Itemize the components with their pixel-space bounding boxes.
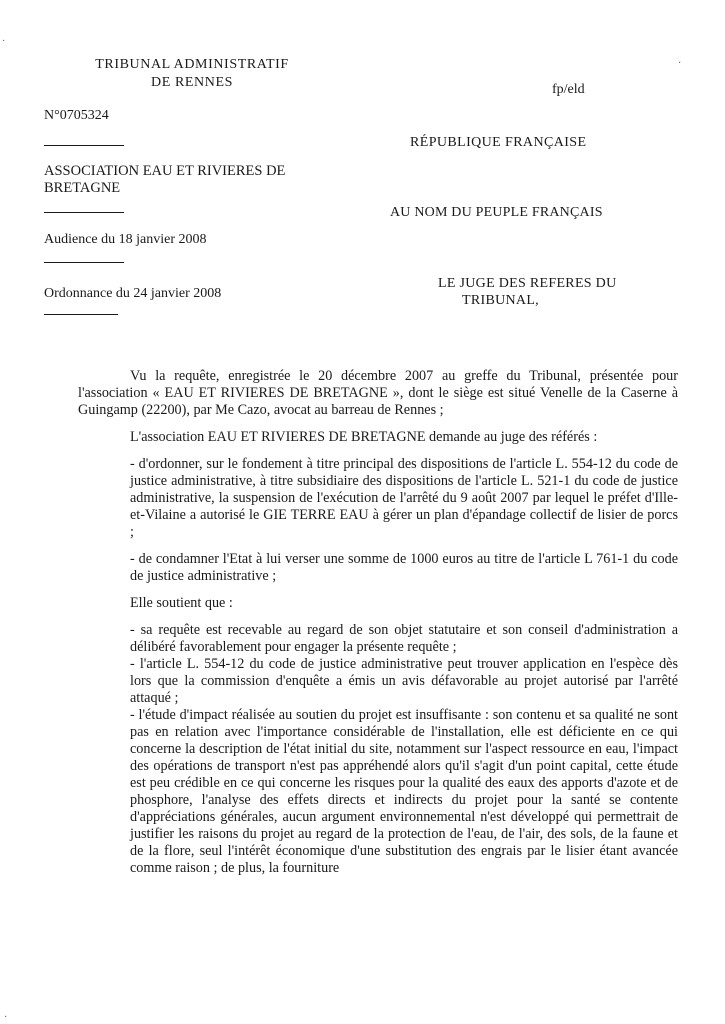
court-name-line2: DE RENNES (150, 75, 233, 90)
paragraph-etude-impact: - l'étude d'impact réalisée au soutien du projet est insuffisante : son contenu et sa qualité ne sont pas en relation avec l'importance considérable de l'installation, elle est déficiente en ce qui concerne la description de l'état initial du site, notamment sur l'aspect ressource en eau, l'impact des opérations de transport n'est pas appréhendé alors qu'il s'agit d'un point capital, cette étude est peu crédible en ce qui concerne les risques pour la qualité des eaux des apports d'azote et de phosphore, l'analyse des effets directs et indirects du projet pour la santé se contente d'appréciations générales, aucun argument environnemental n'est développé qui permettrait de justifier les raisons du projet au regard de la protection de l'eau, de l'air, des sols, de la faune et de la flore, seul l'intérêt économique d'une substitution des engrais par le lisier étant avancée comme raison ; de plus, la fourniture (130, 707, 678, 876)
parties-name: ASSOCIATION EAU ET RIVIERES DE BRETAGNE (44, 163, 286, 196)
document-body (78, 368, 678, 877)
judge-heading-line2: TRIBUNAL, (462, 293, 539, 308)
ordonnance-date: Ordonnance du 24 janvier 2008 (44, 286, 222, 301)
divider (44, 145, 124, 146)
paragraph-article: - l'article L. 554-12 du code de justice administrative peut trouver application en l'espèce dès lors que la commission d'enquête a émis un avis défavorable au projet autorisé par l'arrêté attaqué ; (130, 656, 678, 706)
case-number: N°0705324 (44, 108, 109, 123)
au-nom-heading: AU NOM DU PEUPLE FRANÇAIS (390, 205, 603, 220)
paragraph-ordonner: - d'ordonner, sur le fondement à titre principal des dispositions de l'article L. 554-12 du code de justice administrative, à titre subsidiaire des dispositions de l'article L. 521-1 du code de justice administrative, la suspension de l'exécution de l'arrêté du 9 août 2007 par lequel le préfet d'Ille-et-Vilaine a autorisé le GIE TERRE EAU à gérer un plan d'épandage collectif de lisier de porcs ; (130, 456, 678, 540)
scan-mark: · (678, 58, 682, 69)
court-name (92, 56, 292, 92)
divider (44, 212, 124, 213)
republic-heading: RÉPUBLIQUE FRANÇAISE (410, 135, 587, 150)
divider (44, 262, 124, 263)
paragraph-requete: Vu la requête, enregistrée le 20 décembre 2007 au greffe du Tribunal, présentée pour l'association « EAU ET RIVIERES DE BRETAGNE », dont le siège est situé Venelle de la Caserne à Guingamp (22200), par Me Cazo, avocat au barreau de Rennes ; (78, 368, 678, 418)
judge-heading (438, 275, 617, 309)
paragraph-condamner: - de condamner l'Etat à lui verser une somme de 1000 euros au titre de l'article L 761-1 du code de justice administrative ; (130, 551, 678, 584)
reference-code: fp/eld (552, 82, 585, 97)
scan-mark: · (2, 36, 6, 47)
paragraph-recevable: - sa requête est recevable au regard de son objet statutaire et son conseil d'administration a délibéré favorablement pour engager la présente requête ; (130, 622, 678, 655)
audience-date: Audience du 18 janvier 2008 (44, 232, 207, 247)
judge-heading-line1: LE JUGE DES REFERES DU (438, 276, 617, 291)
scan-mark: · (4, 1012, 8, 1023)
divider (44, 314, 118, 315)
paragraph-demande: L'association EAU ET RIVIERES DE BRETAGNE demande au juge des référés : (130, 429, 598, 445)
court-name-line1: TRIBUNAL ADMINISTRATIF (95, 57, 289, 72)
paragraph-soutient: Elle soutient que : (130, 595, 233, 611)
